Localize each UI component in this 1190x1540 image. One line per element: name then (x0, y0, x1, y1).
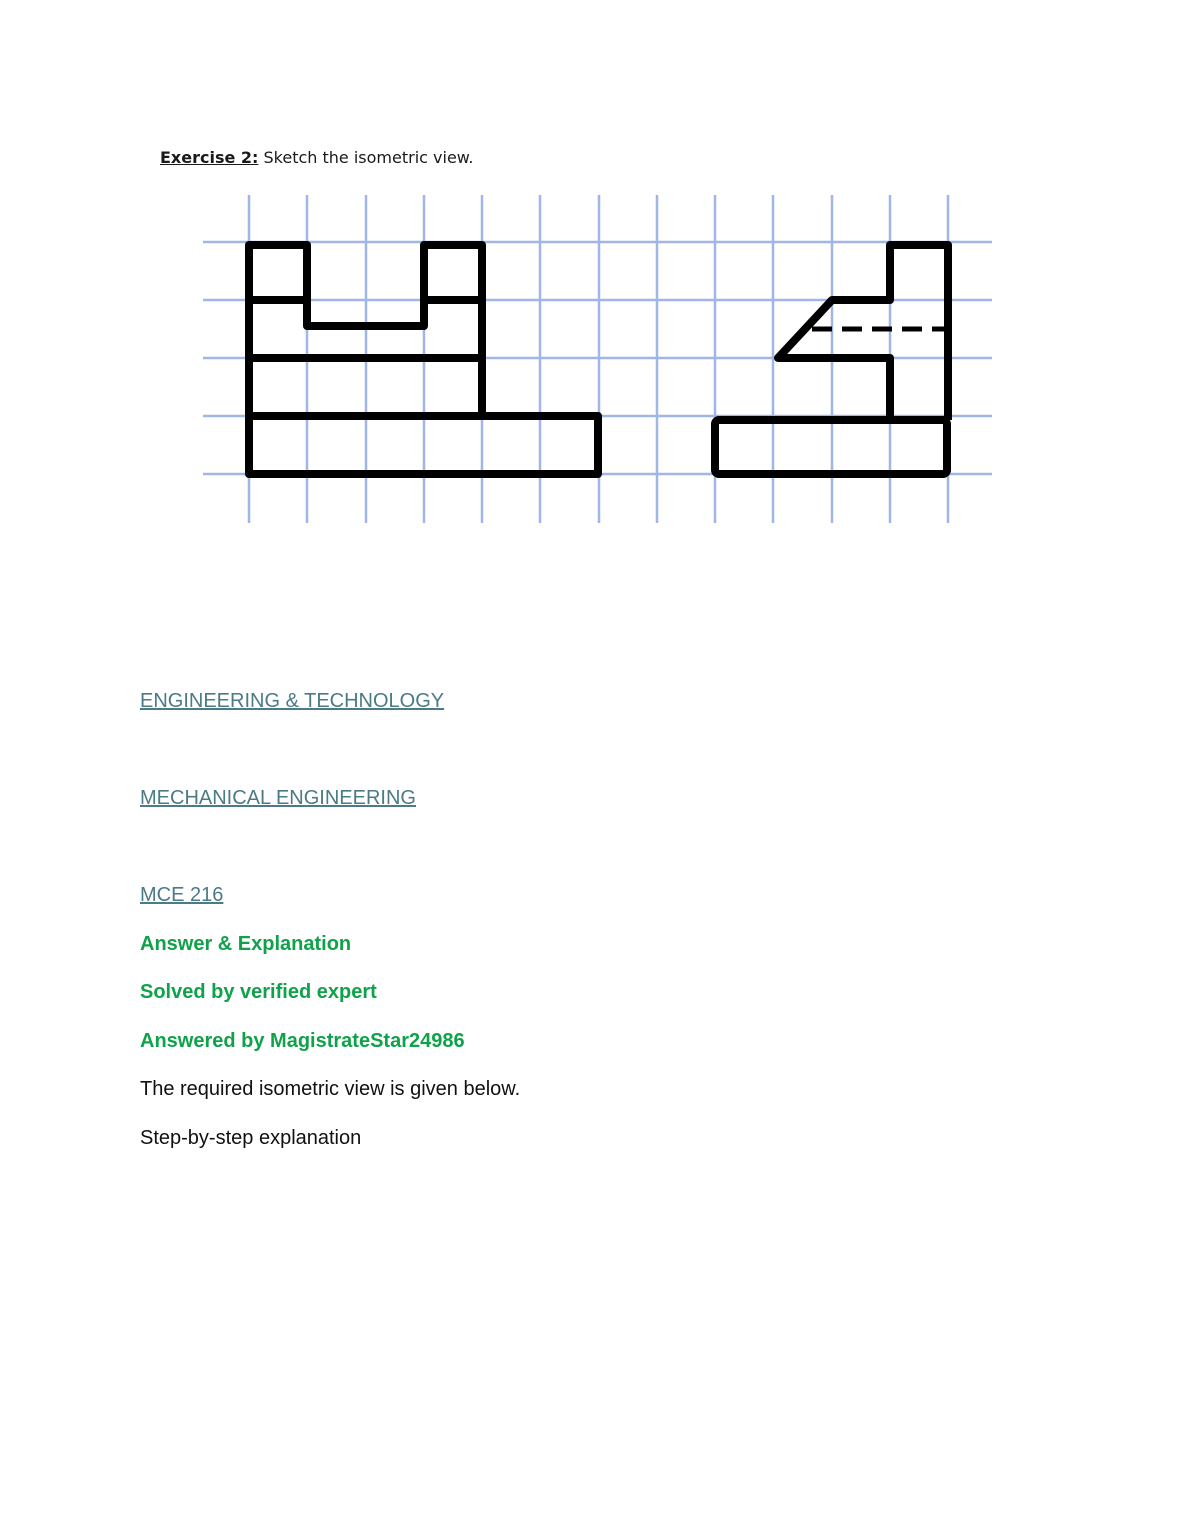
exercise-heading (160, 148, 474, 167)
exercise-instruction: Sketch the isometric view. (258, 148, 474, 167)
breadcrumb-course-link[interactable]: MCE 216 (140, 884, 224, 906)
answer-summary: The required isometric view is given below. (140, 1078, 521, 1100)
orthographic-views-drawing (200, 195, 995, 525)
answer-heading: Answer & Explanation (140, 933, 352, 955)
breadcrumb-subject-link[interactable]: ENGINEERING & TECHNOLOGY (140, 690, 445, 712)
orthographic-views-figure (200, 195, 995, 525)
verified-expert-badge: Solved by verified expert (140, 981, 377, 1003)
exercise-label: Exercise 2: (160, 148, 259, 167)
answered-by-label: Answered by MagistrateStar24986 (140, 1030, 465, 1052)
step-by-step-label: Step-by-step explanation (140, 1127, 362, 1149)
breadcrumb-field-link[interactable]: MECHANICAL ENGINEERING (140, 787, 416, 809)
